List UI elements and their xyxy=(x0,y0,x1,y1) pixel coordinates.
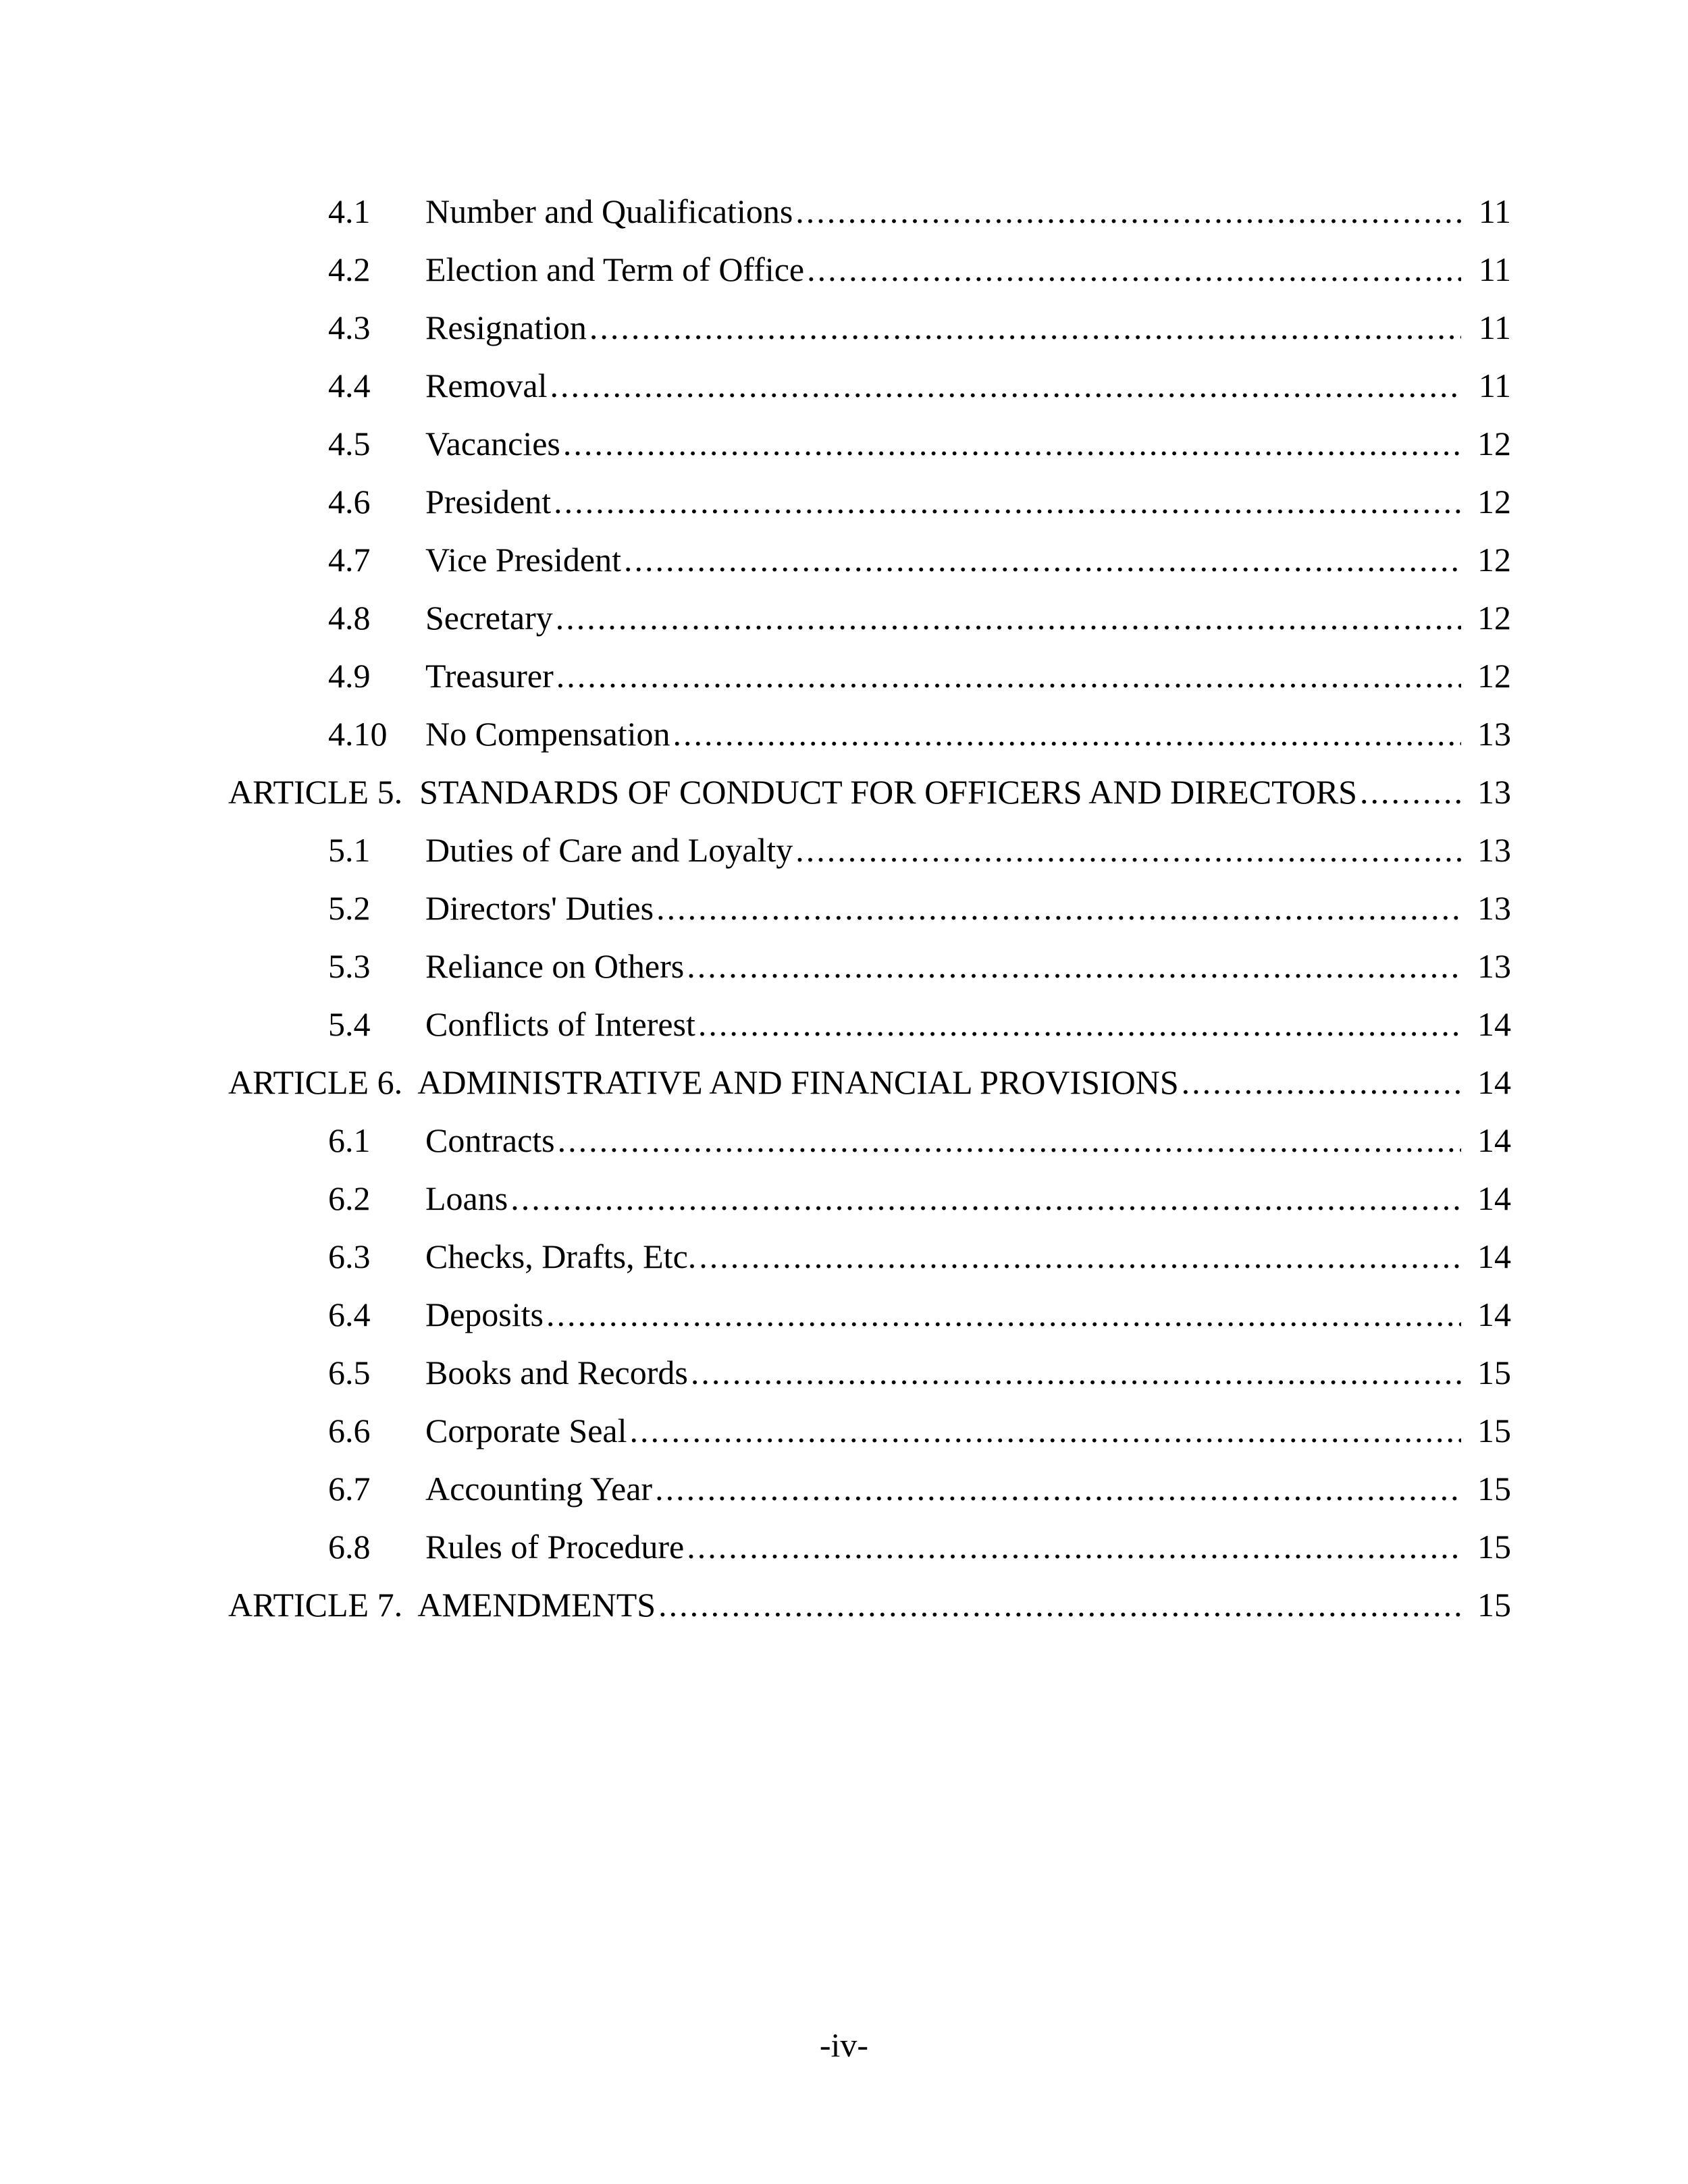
toc-dot-leader xyxy=(624,531,1461,589)
toc-section-title: Duties of Care and Loyalty xyxy=(425,831,793,869)
toc-dot-leader xyxy=(556,647,1461,705)
toc-section-entry xyxy=(228,182,1511,240)
toc-dot-leader xyxy=(656,879,1461,937)
toc-entry-line xyxy=(425,589,1511,647)
toc-section-title: Conflicts of Interest xyxy=(425,1005,695,1043)
toc-section-entry xyxy=(228,821,1511,879)
toc-section-entry xyxy=(228,1227,1511,1285)
toc-entry-line xyxy=(425,937,1511,995)
toc-section-entry xyxy=(228,531,1511,589)
toc-section-number: 6.7 xyxy=(328,1470,371,1508)
toc-dot-leader xyxy=(687,1518,1461,1576)
toc-entry-line xyxy=(425,1343,1511,1402)
toc-entry-line xyxy=(425,705,1511,763)
toc-section-number: 4.7 xyxy=(328,541,371,579)
toc-dot-leader xyxy=(687,937,1461,995)
toc-entry-line xyxy=(425,298,1511,356)
toc-section-number: 6.2 xyxy=(328,1179,371,1217)
toc-page-number: 14 xyxy=(1477,1237,1511,1275)
toc-section-title: Vacancies xyxy=(425,425,560,462)
toc-entry-line xyxy=(425,473,1511,531)
toc-section-entry xyxy=(228,1343,1511,1402)
toc-page-number: 12 xyxy=(1477,599,1511,637)
toc-entry-line xyxy=(425,531,1511,589)
toc-page-number: 12 xyxy=(1477,483,1511,521)
toc-entry-line xyxy=(425,1111,1511,1169)
toc-dot-leader xyxy=(554,473,1461,531)
toc-section-number: 5.2 xyxy=(328,889,371,927)
toc-dot-leader xyxy=(698,995,1461,1053)
toc-section-entry xyxy=(228,705,1511,763)
toc-section-title: Contracts xyxy=(425,1121,555,1159)
toc-section-number: 4.3 xyxy=(328,309,371,346)
toc-dot-leader xyxy=(563,415,1461,473)
toc-entry-line xyxy=(425,356,1511,415)
toc-page-number: 14 xyxy=(1477,1296,1511,1333)
toc-section-entry xyxy=(228,356,1511,415)
toc-entry-line xyxy=(425,995,1511,1053)
toc-dot-leader xyxy=(691,1343,1461,1402)
toc-dot-leader xyxy=(550,356,1461,415)
toc-section-number: 4.8 xyxy=(328,599,371,637)
toc-section-number: 5.1 xyxy=(328,831,371,869)
toc-entry-line xyxy=(425,1518,1511,1576)
toc-article-title: ARTICLE 5. STANDARDS OF CONDUCT FOR OFFICERS AND DIRECTORS xyxy=(228,773,1357,811)
toc-entry-line xyxy=(228,1576,1511,1634)
toc-entry-line xyxy=(425,647,1511,705)
toc-section-title: Directors' Duties xyxy=(425,889,654,927)
toc-section-entry xyxy=(228,473,1511,531)
toc-page-number: 14 xyxy=(1477,1121,1511,1159)
toc-entry-line xyxy=(425,1169,1511,1227)
toc-dot-leader xyxy=(630,1402,1461,1460)
toc-section-entry xyxy=(228,937,1511,995)
toc-page-number: 15 xyxy=(1477,1528,1511,1566)
toc-section-title: Secretary xyxy=(425,599,553,637)
toc-page-number: 13 xyxy=(1477,889,1511,927)
toc-section-number: 4.2 xyxy=(328,250,371,288)
toc-dot-leader xyxy=(589,298,1461,356)
toc-dot-leader xyxy=(556,589,1461,647)
toc-section-number: 5.3 xyxy=(328,947,371,985)
toc-section-title: Corporate Seal xyxy=(425,1412,627,1449)
toc-section-number: 6.4 xyxy=(328,1296,371,1333)
toc-page-number: 11 xyxy=(1478,367,1511,404)
toc-section-title: President xyxy=(425,483,552,521)
toc-page-number: 14 xyxy=(1477,1179,1511,1217)
toc-section-title: Checks, Drafts, Etc. xyxy=(425,1237,697,1275)
toc-page-number: 15 xyxy=(1477,1354,1511,1391)
toc-article-entry xyxy=(228,1053,1511,1111)
toc-section-entry xyxy=(228,415,1511,473)
toc-section-title: Deposits xyxy=(425,1296,544,1333)
toc-page-number: 12 xyxy=(1477,657,1511,695)
toc-section-entry xyxy=(228,1518,1511,1576)
toc-entry-line xyxy=(228,1053,1511,1111)
toc-page-number: 14 xyxy=(1477,1063,1511,1101)
toc-section-number: 4.1 xyxy=(328,192,371,230)
toc-dot-leader xyxy=(795,821,1461,879)
toc-section-number: 6.8 xyxy=(328,1528,371,1566)
toc-entry-line xyxy=(228,763,1511,821)
toc-section-entry xyxy=(228,995,1511,1053)
toc-section-title: Election and Term of Office xyxy=(425,250,805,288)
page-number-footer: -iv- xyxy=(819,2026,869,2064)
toc-entry-line xyxy=(425,415,1511,473)
toc-section-entry xyxy=(228,1285,1511,1343)
toc-dot-leader xyxy=(699,1227,1461,1285)
toc-page-number: 13 xyxy=(1477,947,1511,985)
table-of-contents xyxy=(228,182,1511,1634)
toc-section-entry xyxy=(228,240,1511,298)
toc-page-number: 11 xyxy=(1478,309,1511,346)
toc-dot-leader xyxy=(658,1576,1461,1634)
toc-entry-line xyxy=(425,1402,1511,1460)
toc-section-title: Vice President xyxy=(425,541,621,579)
toc-entry-line xyxy=(425,240,1511,298)
toc-entry-line xyxy=(425,821,1511,879)
toc-page-number: 11 xyxy=(1478,250,1511,288)
toc-page-number: 13 xyxy=(1477,773,1511,811)
toc-section-number: 6.1 xyxy=(328,1121,371,1159)
toc-page-number: 15 xyxy=(1477,1586,1511,1624)
toc-dot-leader xyxy=(672,705,1461,763)
toc-page-number: 14 xyxy=(1477,1005,1511,1043)
toc-section-title: Reliance on Others xyxy=(425,947,685,985)
toc-section-title: Removal xyxy=(425,367,548,404)
toc-page-number: 13 xyxy=(1477,715,1511,753)
toc-section-number: 4.10 xyxy=(328,715,388,753)
toc-section-entry xyxy=(228,647,1511,705)
toc-section-number: 4.6 xyxy=(328,483,371,521)
toc-section-entry xyxy=(228,879,1511,937)
toc-dot-leader xyxy=(795,182,1461,240)
toc-dot-leader xyxy=(1182,1053,1461,1111)
toc-section-entry xyxy=(228,1402,1511,1460)
toc-section-number: 4.5 xyxy=(328,425,371,462)
toc-page-number: 15 xyxy=(1477,1412,1511,1449)
toc-page-number: 12 xyxy=(1477,425,1511,462)
toc-section-title: Resignation xyxy=(425,309,587,346)
toc-section-entry xyxy=(228,589,1511,647)
toc-section-title: Books and Records xyxy=(425,1354,688,1391)
toc-section-title: Loans xyxy=(425,1179,508,1217)
toc-section-number: 5.4 xyxy=(328,1005,371,1043)
toc-article-entry xyxy=(228,1576,1511,1634)
toc-section-entry xyxy=(228,298,1511,356)
toc-section-number: 4.4 xyxy=(328,367,371,404)
toc-section-title: No Compensation xyxy=(425,715,670,753)
toc-entry-line xyxy=(425,1227,1511,1285)
toc-section-number: 6.6 xyxy=(328,1412,371,1449)
toc-entry-line xyxy=(425,879,1511,937)
toc-page-number: 11 xyxy=(1478,192,1511,230)
toc-section-entry xyxy=(228,1111,1511,1169)
toc-section-number: 6.3 xyxy=(328,1237,371,1275)
toc-dot-leader xyxy=(546,1285,1461,1343)
toc-page-number: 12 xyxy=(1477,541,1511,579)
toc-section-number: 4.9 xyxy=(328,657,371,695)
toc-dot-leader xyxy=(807,240,1461,298)
toc-section-title: Rules of Procedure xyxy=(425,1528,685,1566)
toc-page-number: 13 xyxy=(1477,831,1511,869)
toc-section-number: 6.5 xyxy=(328,1354,371,1391)
toc-article-title: ARTICLE 6. ADMINISTRATIVE AND FINANCIAL PROVISIONS xyxy=(228,1063,1179,1101)
toc-section-title: Treasurer xyxy=(425,657,554,695)
toc-section-title: Number and Qualifications xyxy=(425,192,793,230)
toc-section-entry xyxy=(228,1169,1511,1227)
toc-section-title: Accounting Year xyxy=(425,1470,653,1508)
toc-dot-leader xyxy=(1360,763,1461,821)
toc-article-title: ARTICLE 7. AMENDMENTS xyxy=(228,1586,656,1624)
toc-entry-line xyxy=(425,1285,1511,1343)
toc-dot-leader xyxy=(655,1460,1461,1518)
toc-dot-leader xyxy=(558,1111,1461,1169)
toc-article-entry xyxy=(228,763,1511,821)
toc-entry-line xyxy=(425,1460,1511,1518)
toc-entry-line xyxy=(425,182,1511,240)
toc-page-number: 15 xyxy=(1477,1470,1511,1508)
toc-dot-leader xyxy=(510,1169,1461,1227)
toc-section-entry xyxy=(228,1460,1511,1518)
